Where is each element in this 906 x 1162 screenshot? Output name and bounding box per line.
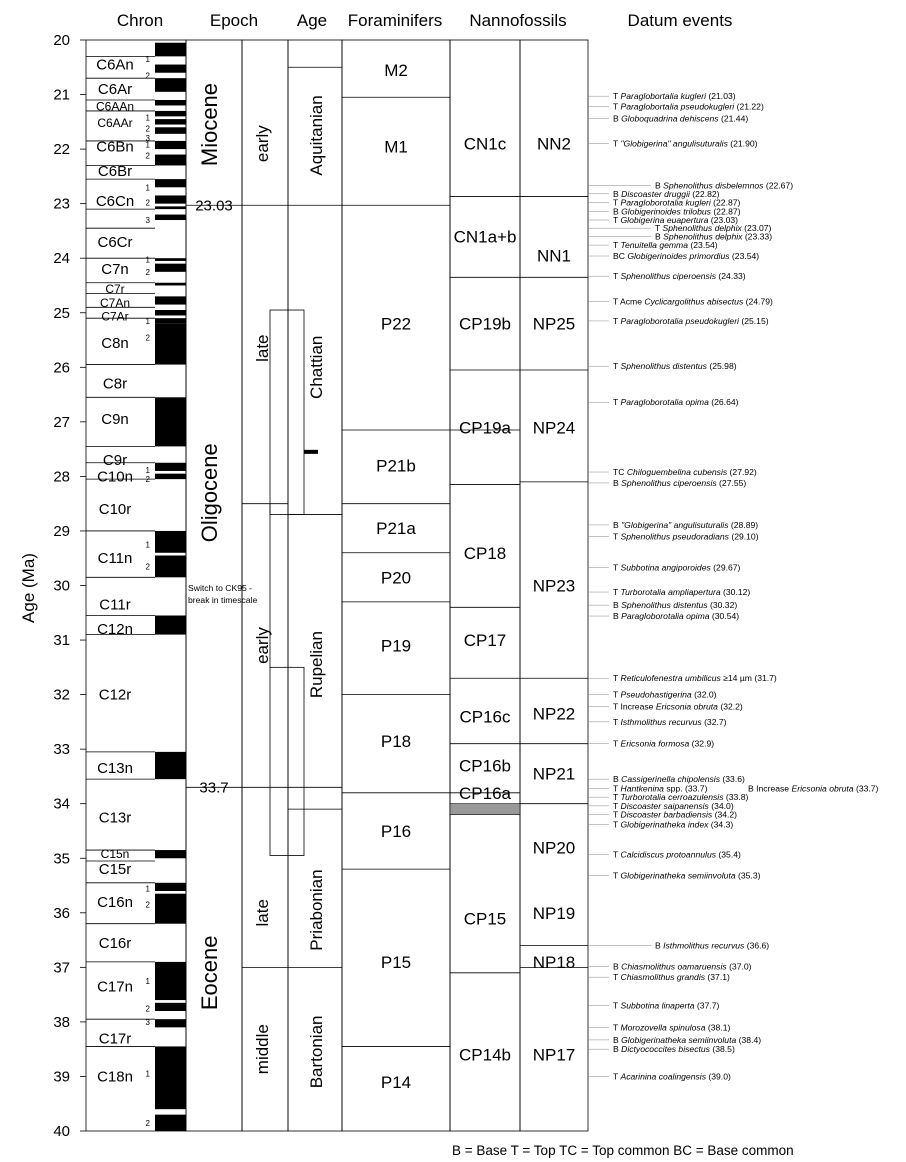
datum-event: T Turborotalia ampliapertura (30.12) (613, 587, 751, 598)
datum-event: TC Chiloguembelina cubensis (27.92) (613, 467, 757, 478)
chron-label: C17n (97, 978, 133, 996)
header-nannofossils: Nannofossils (469, 11, 567, 30)
subchron-label: 2 (145, 475, 150, 485)
np-zone-label: NP20 (532, 838, 576, 858)
cp-zone-label: CP16a (459, 783, 511, 803)
datum-event: B Dictyococcites bisectus (38.5) (613, 1044, 735, 1055)
y-axis-label: Age (Ma) (19, 553, 38, 623)
chron-label: C7Ar (101, 309, 129, 324)
datum-event: T Turborotalia cerroazulensis (33.8) (613, 792, 749, 803)
datum-event: T Acme Cyclicargolithus abisectus (24.79) (613, 296, 773, 307)
datum-event: B "Globigerina" angulisuturalis (28.89) (613, 519, 759, 530)
chron-label: C9r (102, 452, 128, 470)
chron-label: C11n (97, 550, 133, 568)
normal-polarity-bar (155, 555, 186, 577)
cp-zone-label: CP17 (463, 631, 507, 651)
subchron-label: 1 (145, 465, 150, 475)
chron-label: C6An (96, 56, 134, 74)
age-marker (304, 450, 318, 454)
datum-event: B Paragloborotalia opima (30.54) (613, 611, 740, 622)
chron-label: C15n (100, 846, 130, 861)
header-datum-events: Datum events (627, 11, 733, 30)
y-tick-label: 21 (53, 86, 70, 104)
subchron-label: 2 (145, 151, 150, 161)
datum-event: B Discoaster druggii (22.82) (613, 188, 720, 199)
datum-event: T Globigerinatheka semiinvoluta (35.3) (613, 870, 761, 881)
header-epoch: Epoch (209, 11, 259, 30)
datum-event: T Sphenolithus delphix (23.07) (655, 223, 772, 234)
y-tick-label: 35 (53, 850, 70, 868)
chron-label: C6Bn (96, 138, 134, 156)
np-zone-label: NP17 (532, 1045, 576, 1065)
normal-polarity-bar (155, 474, 186, 479)
foram-zone-label: P16 (380, 821, 412, 841)
datum-event: B Sphenolithus disbelemnos (22.67) (655, 180, 794, 191)
subchron-label: 1 (145, 183, 150, 193)
subchron-label: 2 (145, 71, 150, 81)
cp-zone-label: CP14b (459, 1045, 511, 1065)
header-age: Age (296, 11, 328, 30)
chron-label: C18n (97, 1068, 133, 1086)
chron-label: C6AAr (97, 115, 133, 130)
chron-label: C16r (98, 934, 132, 952)
datum-event: T "Globigerina" angulisuturalis (21.90) (613, 138, 758, 149)
datum-event: T Chiasmolithus grandis (37.1) (613, 972, 730, 983)
subepoch-label: late (253, 899, 272, 927)
chron-label: C7n (101, 261, 129, 279)
normal-polarity-bar (155, 65, 186, 73)
subchron-label: 2 (145, 198, 150, 208)
normal-polarity-bar (155, 318, 186, 323)
subchron-label: 3 (145, 216, 150, 226)
datum-event: B Globigerinoides trilobus (22.87) (613, 206, 741, 217)
cp-zone-label: CN1c (463, 134, 507, 154)
chron-label: C6Ar (97, 81, 133, 99)
datum-event: T Globigerina euapertura (23.03) (613, 215, 739, 226)
cp-zone-label: CP15 (463, 909, 507, 929)
datum-event: T Reticulofenestra umbilicus ≥14 µm (31.7) (613, 673, 777, 684)
foram-zone-label: P21a (376, 519, 416, 539)
datum-event: B Isthmolithus recurvus (36.6) (655, 940, 770, 951)
normal-polarity-bar (155, 752, 186, 779)
normal-polarity-bar (155, 310, 186, 315)
header-foraminifers: Foraminifers (347, 11, 443, 30)
overlap-box (270, 667, 304, 855)
timescale-note-line2: break in timescale (188, 595, 258, 605)
datum-event: T Increase Ericsonia obruta (32.2) (613, 701, 743, 712)
foram-zone-label: P21b (376, 456, 416, 476)
chron-label: C9n (101, 411, 129, 429)
subepoch-label: late (253, 334, 272, 362)
epoch-label: Oligocene (197, 443, 222, 543)
chron-label: C6Br (97, 162, 133, 180)
normal-polarity-bar (155, 215, 186, 220)
datum-event: T Globigerinatheka index (34.3) (613, 819, 734, 830)
subchron-label: 1 (145, 540, 150, 550)
subchron-label: 1 (145, 316, 150, 326)
boundary-age-label: 33.7 (199, 779, 229, 797)
normal-polarity-bar (155, 1046, 186, 1109)
datum-event: T Discoaster barbadiensis (34.2) (613, 809, 738, 820)
chron-column (86, 43, 186, 1131)
chron-label: C8n (101, 334, 129, 352)
subchron-label: 2 (145, 1118, 150, 1128)
foram-zone-label: P15 (380, 952, 412, 972)
datum-event: T Sphenolithus pseudoradians (29.10) (613, 531, 759, 542)
normal-polarity-bar (155, 883, 186, 891)
datum-event: T Paraglobortalia kugleri (21.03) (613, 91, 736, 102)
normal-polarity-bar (155, 850, 186, 858)
chron-label: C16n (97, 893, 133, 911)
datum-event: T Isthmolithus recurvus (32.7) (613, 716, 727, 727)
cp-zone-label: CP19a (459, 418, 511, 438)
y-tick-label: 34 (53, 795, 70, 813)
foram-zone-label: P20 (380, 568, 412, 588)
datum-event: B Sphenolithus distentus (30.32) (613, 600, 738, 611)
datum-event: B Sphenolithus ciperoensis (27.55) (613, 477, 747, 488)
datum-event: T Paragloborotalia kugleri (22.87) (613, 197, 741, 208)
normal-polarity-bar (155, 155, 186, 166)
datum-event: T Sphenolithus ciperoensis (24.33) (613, 271, 746, 282)
subchron-label: 2 (145, 900, 150, 910)
datum-event: B Globoquadrina dehiscens (21.44) (613, 113, 749, 124)
y-tick-label: 20 (53, 32, 70, 49)
subchron-label: 1 (145, 1069, 150, 1079)
y-tick-label: 22 (53, 141, 70, 159)
normal-polarity-bar (155, 894, 186, 924)
y-tick-label: 30 (53, 577, 70, 595)
subepoch-label: middle (253, 1024, 272, 1075)
epoch-label: Miocene (197, 82, 222, 167)
y-tick-label: 31 (53, 632, 70, 650)
chron-label: C6AAn (95, 99, 135, 114)
age-label: Priabonian (307, 869, 326, 951)
datum-events (588, 91, 879, 1081)
datum-event: T Calcidiscus protoannulus (35.4) (613, 849, 741, 860)
y-tick-label: 40 (53, 1123, 70, 1140)
foram-zone-label: M2 (384, 61, 408, 81)
datum-event: T Pseudohastigerina (32.0) (613, 689, 717, 700)
normal-polarity-bar (155, 397, 186, 446)
zone-columns (186, 61, 588, 1092)
normal-polarity-bar (155, 43, 186, 57)
datum-event: B Chiasmolithus oamaruensis (37.0) (613, 961, 752, 972)
datum-event: T Paragloborotalia pseudokugleri (25.15) (613, 315, 769, 326)
np-zone-label: NP23 (532, 576, 576, 596)
y-tick-label: 27 (53, 413, 70, 431)
normal-polarity-bar (155, 258, 186, 261)
datum-event: B Sphenolithus delphix (23.33) (655, 231, 773, 242)
normal-polarity-bar (155, 179, 186, 187)
chron-label: C12n (97, 621, 133, 639)
chron-label: C7r (105, 282, 125, 297)
boundary-age-label: 23.03 (195, 197, 233, 215)
cp-gap (450, 804, 520, 815)
normal-polarity-bar (155, 100, 186, 105)
datum-event: T Hantkenina spp. (33.7) (613, 783, 708, 794)
np-zone-label: NP25 (532, 314, 576, 334)
normal-polarity-bar (155, 1115, 186, 1131)
np-zone-label: NP24 (532, 418, 576, 438)
subchron-label: 2 (145, 1004, 150, 1014)
datum-event: T Tenuitella gemma (23.54) (613, 240, 718, 251)
cp-zone-label: CP16c (459, 707, 511, 727)
subchron-label: 1 (145, 976, 150, 986)
y-axis-ticks (53, 32, 86, 1140)
chron-label: C17r (98, 1030, 132, 1048)
overlap-box (270, 310, 304, 515)
chron-label: C11r (99, 596, 131, 614)
age-label: Chattian (307, 335, 326, 399)
age-label: Aquitanian (307, 95, 326, 176)
normal-polarity-bar (155, 283, 186, 286)
chron-label: C6Cr (97, 233, 133, 251)
epoch-label: Eocene (197, 935, 222, 1011)
foram-zone-label: M1 (384, 137, 408, 157)
chron-label: C6Cn (95, 192, 135, 210)
np-zone-label: NN1 (536, 246, 572, 266)
chron-label: C10r (98, 501, 132, 519)
normal-polarity-bar (155, 1003, 186, 1011)
age-label: Rupelian (307, 631, 326, 699)
datum-event: T Subbotina linaperta (37.7) (613, 1000, 720, 1011)
y-tick-label: 38 (53, 1013, 70, 1031)
subchron-label: 2 (145, 562, 150, 572)
datum-event: T Sphenolithus distentus (25.98) (613, 361, 737, 372)
normal-polarity-bar (155, 111, 186, 116)
y-tick-label: 36 (53, 904, 70, 922)
datum-event-side: B Increase Ericsonia obruta (33.7) (748, 783, 879, 794)
timescale-note-line1: Switch to CK95 - (188, 583, 252, 593)
subchron-label: 1 (145, 884, 150, 894)
normal-polarity-bar (155, 141, 186, 149)
normal-polarity-bar (155, 296, 186, 304)
normal-polarity-bar (155, 127, 186, 134)
chron-label: C12r (98, 686, 132, 704)
cp-zone-label: CN1a+b (453, 227, 517, 247)
column-frame (450, 40, 520, 1131)
foram-zone-label: P14 (380, 1072, 412, 1092)
chron-label: C13r (98, 809, 132, 827)
header-chron: Chron (116, 11, 164, 30)
np-zone-label: NP22 (532, 704, 576, 724)
subchron-label: 1 (145, 255, 150, 265)
chron-label: C13n (97, 760, 133, 778)
datum-event: B Globigerinatheka semiinvoluta (38.4) (613, 1034, 762, 1045)
normal-polarity-bar (155, 119, 186, 124)
chron-label: C7An (99, 295, 131, 310)
normal-polarity-bar (155, 264, 186, 272)
normal-polarity-bar (155, 616, 186, 635)
subchron-label: 2 (145, 333, 150, 343)
np-zone-label: NN2 (536, 134, 572, 154)
normal-polarity-bar (155, 531, 186, 553)
subchron-label: 2 (145, 267, 150, 277)
subchron-label: 1 (145, 55, 150, 65)
datum-event: T Ericsonia formosa (32.9) (613, 738, 715, 749)
datum-event: BC Globigerinoides primordius (23.54) (613, 251, 760, 262)
y-tick-label: 33 (53, 741, 70, 759)
y-tick-label: 26 (53, 359, 70, 377)
datum-event: T Morozovella spinulosa (38.1) (613, 1022, 731, 1033)
y-tick-label: 29 (53, 522, 70, 540)
datum-event: T Paragloborotalia opima (26.64) (613, 397, 739, 408)
age-label: Bartonian (307, 1015, 326, 1089)
datum-event: T Subbotina angiporoides (29.67) (613, 562, 741, 573)
normal-polarity-bar (155, 962, 186, 1000)
y-tick-label: 23 (53, 195, 70, 213)
normal-polarity-bar (155, 463, 186, 471)
y-tick-label: 37 (53, 959, 70, 977)
foram-zone-label: P18 (380, 731, 412, 751)
chron-label: C8r (102, 375, 128, 393)
subchron-label: 1 (145, 140, 150, 150)
cp-zone-label: CP16b (459, 756, 511, 776)
cp-zone-label: CP19b (459, 314, 511, 334)
np-zone-label: NP19 (532, 903, 576, 923)
subepoch-label: early (253, 627, 272, 664)
foram-zone-label: P22 (380, 314, 412, 334)
y-tick-label: 25 (53, 304, 70, 322)
datum-event: B Cassigerinella chipolensis (33.6) (613, 774, 745, 785)
normal-polarity-bar (155, 195, 186, 203)
chron-label: C15r (98, 861, 132, 879)
subchron-label: 1 (145, 113, 150, 123)
y-tick-label: 28 (53, 468, 70, 486)
subchron-label: 2 (145, 124, 150, 134)
normal-polarity-bar (155, 324, 186, 365)
foram-zone-label: P19 (380, 636, 412, 656)
np-zone-label: NP18 (532, 952, 576, 972)
normal-polarity-bar (155, 78, 186, 92)
chron-label: C10n (97, 468, 133, 486)
cp-zone-label: CP18 (463, 543, 507, 563)
y-tick-label: 32 (53, 686, 70, 704)
subchron-label: 3 (145, 1017, 150, 1027)
normal-polarity-bar (155, 1019, 186, 1027)
np-zone-label: NP21 (532, 764, 576, 784)
datum-event: T Discoaster saipanensis (34.0) (613, 800, 734, 811)
datum-event: T Acarinina coalingensis (39.0) (613, 1071, 731, 1082)
y-tick-label: 24 (53, 250, 70, 268)
legend: B = Base T = Top TC = Top common BC = Base common (452, 1143, 794, 1158)
y-tick-label: 39 (53, 1068, 70, 1086)
normal-polarity-bar (155, 206, 186, 209)
datum-event: T Paraglobortalia pseudokugleri (21.22) (613, 101, 764, 112)
subepoch-label: early (253, 125, 272, 163)
subchron-label: 3 (145, 134, 150, 144)
